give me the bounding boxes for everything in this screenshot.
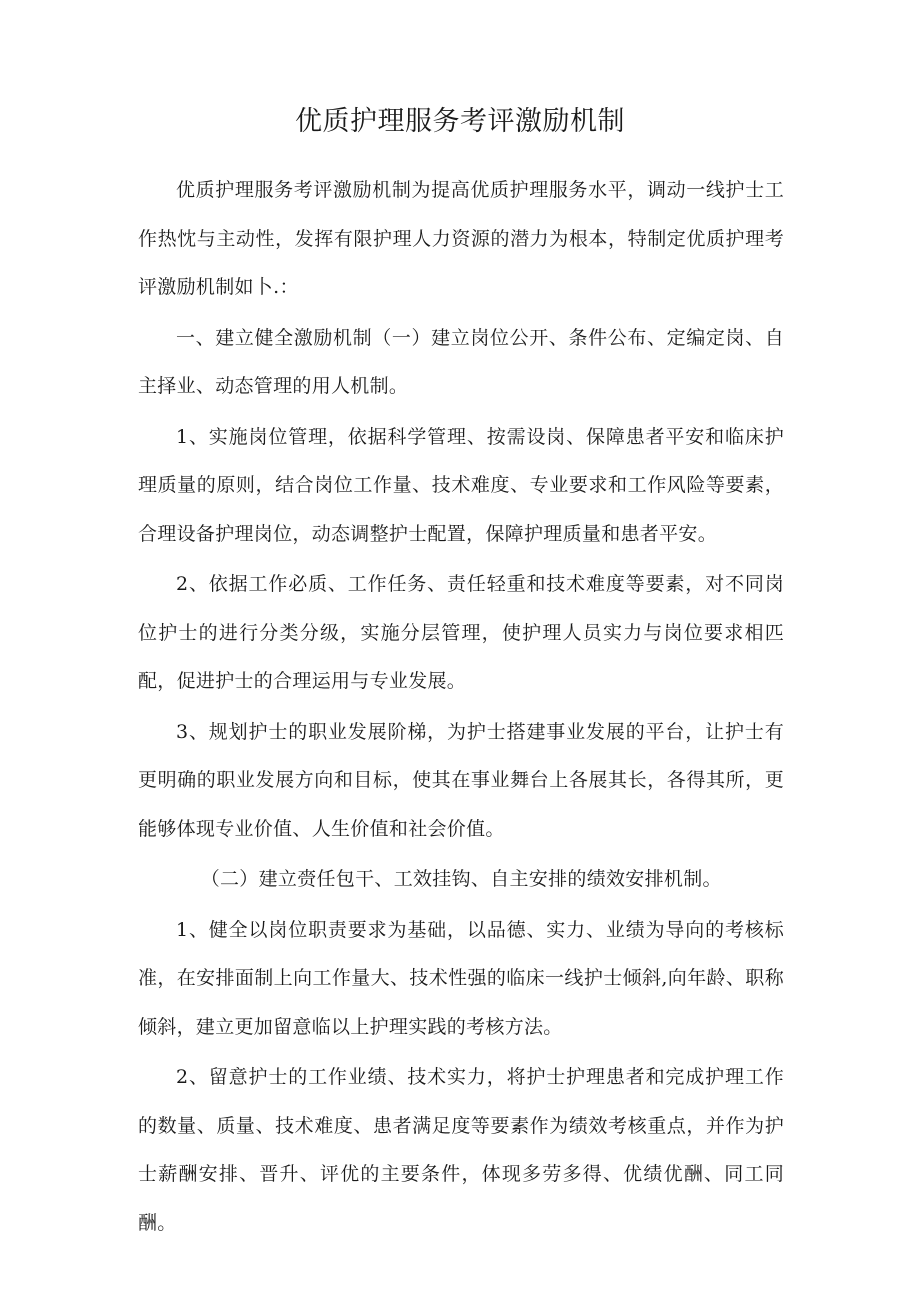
paragraph-item-1-1: 1、实施岗位管理，依据科学管理、按需设岗、保障患者平安和临床护理质量的原则，结合岗位工作量、技术难度、专业要求和工作风险等要素，合理设备护理岗位，动态调整护士配置，保障护理质量和患者平安。 (138, 425, 784, 545)
paragraph-item-1-3: 3、规划护士的职业发展阶梯，为护士搭建事业发展的平台，让护士有更明确的职业发展方向和目标，使其在事业舞台上各展其长，各得其所，更能够体现专业价值、人生价值和社会价值。 (138, 720, 784, 840)
paragraph-section-1: 一、建立健全激励机制（一）建立岗位公开、条件公布、定编定岗、自主择业、动态管理的用人机制。 (138, 326, 784, 397)
document-body (138, 166, 784, 1247)
paragraph-item-2-2: 2、留意护士的工作业绩、技术实力，将护士护理患者和完成护理工作的数量、质量、技术难度、患者满足度等要素作为绩效考核重点，并作为护士薪酬安排、晋升、评优的主要条件，体现多劳多得、优绩优酬、同工同酬。 (138, 1066, 784, 1234)
paragraph-item-1-2: 2、依据工作必质、工作任务、责任轻重和技术难度等要素，对不同岗位护士的进行分类分级，实施分层管理，使护理人员实力与岗位要求相匹配，促进护士的合理运用与专业发展。 (138, 573, 784, 692)
paragraph-item-2-1: 1、健全以岗位职责要求为基础，以品德、实力、业绩为导向的考核标准，在安排面制上向工作量大、技术性强的临床一线护士倾斜,向年龄、职称倾斜，建立更加留意临以上护理实践的考核方法。 (138, 918, 784, 1038)
document-title: 优质护理服务考评激励机制 (295, 106, 625, 137)
paragraph-subsection-2: （二）建立赍任包干、工效挂钩、自主安排的绩效安排机制。 (200, 868, 722, 890)
paragraph-intro: 优质护理服务考评激励机制为提高优质护理服务水平，调动一线护士工作热忱与主动性，发挥有限护理人力资源的潜力为根本，特制定优质护理考评激励机制如卜.： (138, 179, 784, 298)
